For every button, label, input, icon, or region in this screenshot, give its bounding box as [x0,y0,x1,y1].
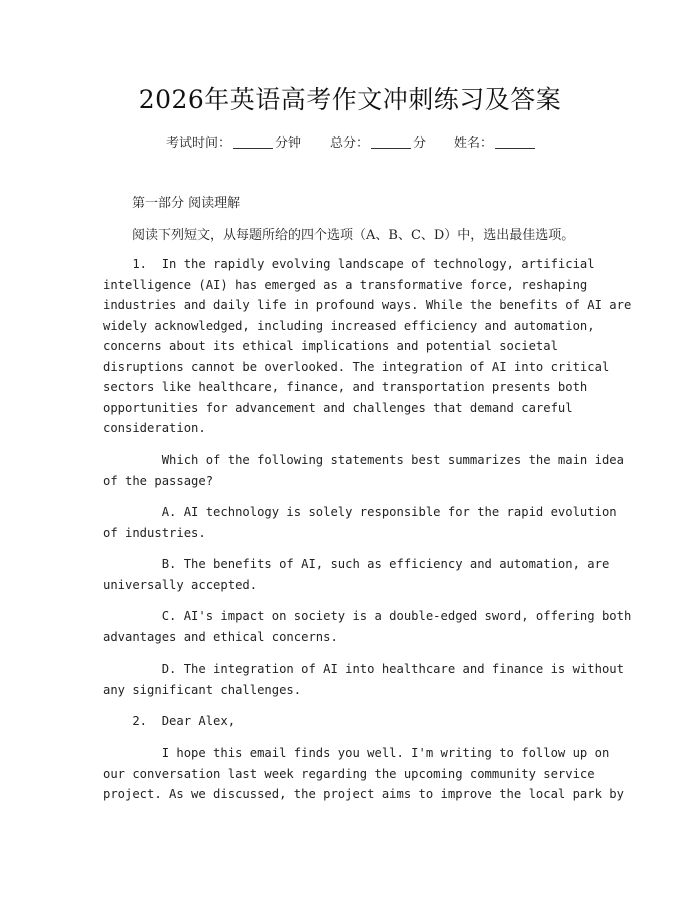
name-blank [495,148,535,149]
q1-question: Which of the following statements best summarizes the main idea of the passage? [103,453,624,488]
section-title: 第一部分 阅读理解 [132,196,241,211]
time-field [166,132,301,151]
time-blank [233,148,273,149]
time-unit: 分钟 [275,136,302,151]
score-field [330,132,426,151]
name-label: 姓名： [454,136,494,151]
q1-passage: 1. In the rapidly evolving landscape of technology, artificial intelligence (AI) has emerged as a transformative force, reshaping industries and daily life in profound ways. While the benefits of AI are widely acknowledged, including increased efficiency and automation, concerns about its ethical implications and potential societal disruptions cannot be overlooked. The integration of AI into critical sectors like healthcare, finance, and transportation presents both opportunities for advancement and challenges that demand careful consideration. [103,257,632,435]
q1-option-a: A. AI technology is solely responsible for the rapid evolution of industries. [103,505,617,540]
q1-option-d: D. The integration of AI into healthcare and finance is without any significant challenges. [103,662,624,697]
time-label: 考试时间： [166,136,232,151]
score-blank [371,148,411,149]
q2-salutation: 2. Dear Alex, [103,714,236,728]
q1-option-c: C. AI's impact on society is a double-edged sword, offering both advantages and ethical concerns. [103,609,632,644]
score-unit: 分 [413,136,427,151]
document-title: 2026年英语高考作文冲刺练习及答案 [138,85,562,114]
score-label: 总分： [330,136,370,151]
q1-option-b: B. The benefits of AI, such as efficiency and automation, are universally accepted. [103,557,610,592]
name-field [454,132,537,151]
instructions: 阅读下列短文，从每题所给的四个选项（A、B、C、D）中，选出最佳选项。 [132,228,575,243]
q2-body: I hope this email finds you well. I'm writing to follow up on our conversation last week regarding the upcoming community service project. As we discussed, the project aims to improve the local park by [103,746,624,801]
